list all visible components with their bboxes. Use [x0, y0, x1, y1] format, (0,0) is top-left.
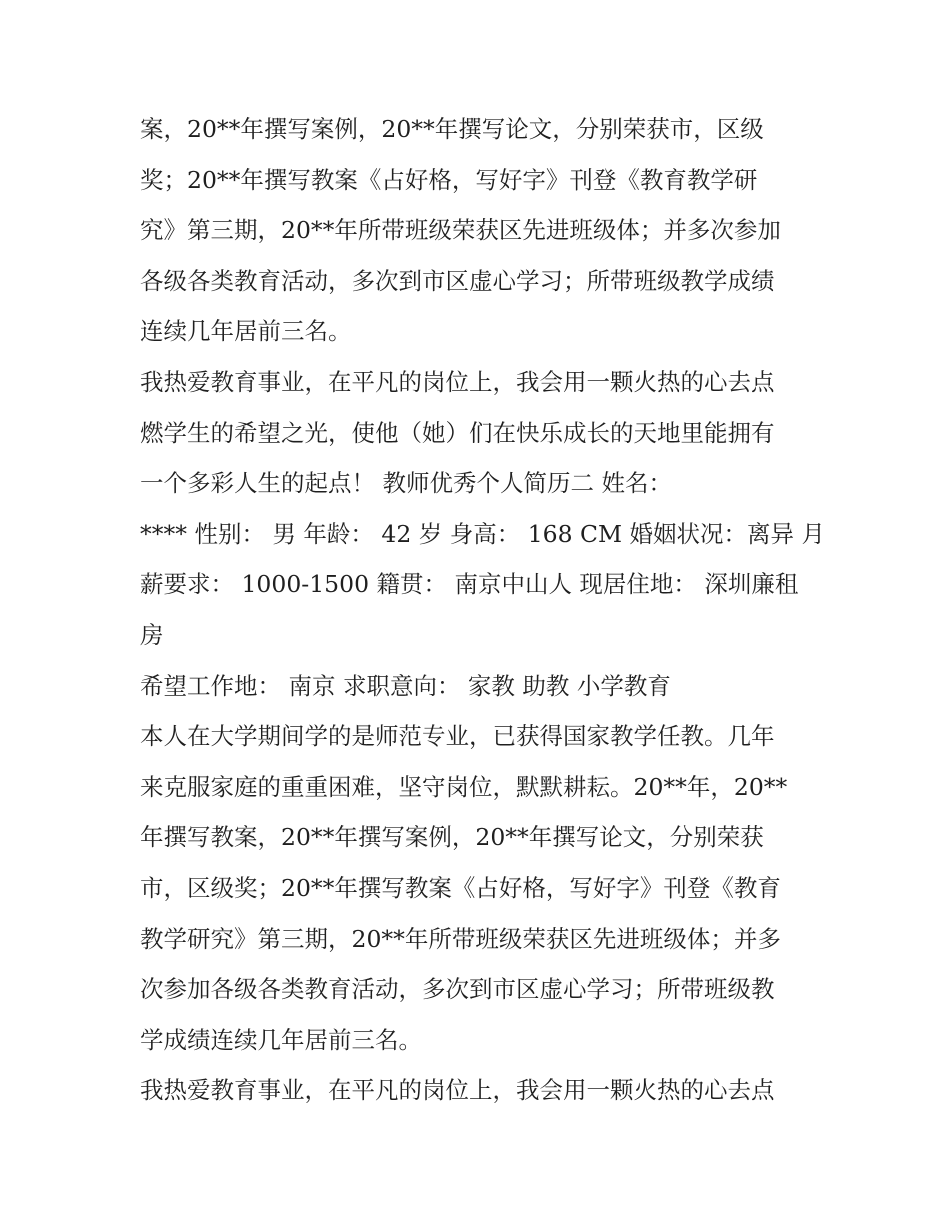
text-line: 本人在大学期间学的是师范专业，已获得国家教学任教。几年	[140, 722, 775, 750]
text-line: 希望工作地： 南京 求职意向： 家教 助教 小学教育	[140, 672, 671, 700]
text-line: 薪要求： 1000-1500 籍贯： 南京中山人 现居住地： 深圳廉租	[140, 570, 799, 598]
text-line: 燃学生的希望之光，使他（她）们在快乐成长的天地里能拥有	[140, 419, 775, 447]
text-line: 奖；20**年撰写教案《占好格，写好字》刊登《教育教学研	[140, 166, 758, 194]
text-line: 各级各类教育活动，多次到市区虚心学习；所带班级教学成绩	[140, 267, 775, 295]
text-line: 来克服家庭的重重困难，坚守岗位，默默耕耘。20**年，20**	[140, 773, 788, 801]
text-line: 教学研究》第三期，20**年所带班级荣获区先进班级体；并多	[140, 925, 781, 953]
text-line: 究》第三期，20**年所带班级荣获区先进班级体；并多次参加	[140, 216, 781, 244]
text-line: 市，区级奖；20**年撰写教案《占好格，写好字》刊登《教育	[140, 874, 781, 902]
text-line: 次参加各级各类教育活动，多次到市区虚心学习；所带班级教	[140, 975, 775, 1003]
text-line: 我热爱教育事业，在平凡的岗位上，我会用一颗火热的心去点	[140, 1076, 775, 1104]
text-line: 一个多彩人生的起点！ 教师优秀个人简历二 姓名：	[140, 469, 672, 497]
text-line: **** 性别： 男 年龄： 42 岁 身高： 168 CM 婚姻状况：离异 月	[140, 520, 825, 548]
text-line: 连续几年居前三名。	[140, 317, 352, 345]
text-line: 案，20**年撰写案例，20**年撰写论文，分别荣获市，区级	[140, 115, 764, 143]
text-line: 我热爱教育事业，在平凡的岗位上，我会用一颗火热的心去点	[140, 368, 775, 396]
text-line: 学成绩连续几年居前三名。	[140, 1026, 422, 1054]
text-line: 房	[140, 621, 164, 649]
text-line: 年撰写教案，20**年撰写案例，20**年撰写论文，分别荣获	[140, 823, 764, 851]
